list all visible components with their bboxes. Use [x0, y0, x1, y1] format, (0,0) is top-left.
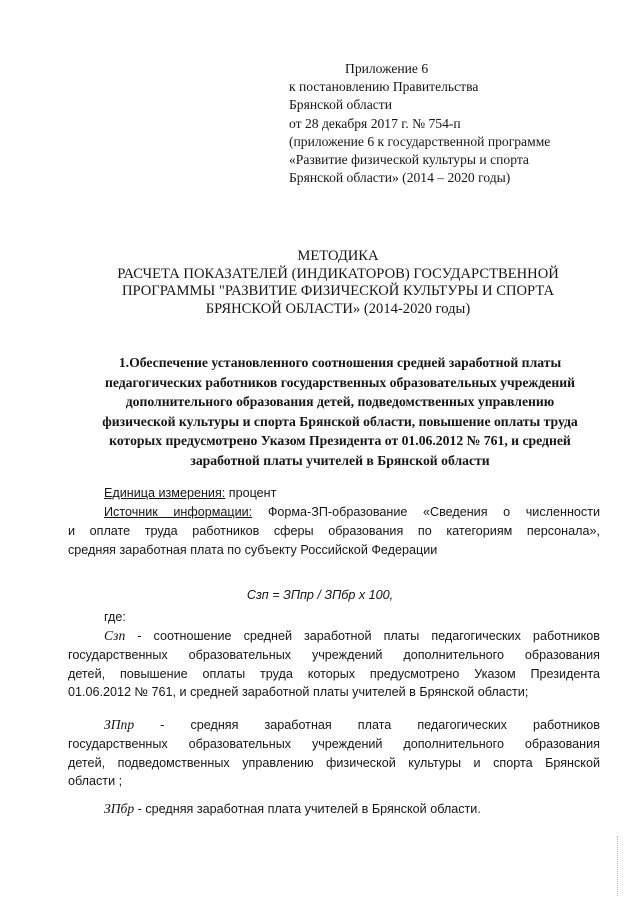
- definition-text: детей, повышение оплаты труда которых предусмотрено Указом Президента: [68, 666, 600, 681]
- section-line: педагогических работников государственных образовательных учреждений: [104, 374, 576, 390]
- term-zppr: ЗПпр: [104, 717, 135, 732]
- source-label: Источник информации:: [104, 505, 253, 519]
- definition-text: - средняя заработная плата педагогических работников: [160, 718, 600, 732]
- definition-text: - соотношение средней заработной платы педагогических работников: [125, 629, 600, 643]
- source-text: и оплате труда работников сферы образования по категориям персонала»,: [68, 523, 600, 538]
- section-line: 1.Обеспечение установленного соотношения средней заработной платы: [118, 355, 562, 370]
- unit-paragraph: [68, 484, 600, 503]
- definition-text: - средняя заработная плата учителей в Брянской области.: [134, 802, 481, 816]
- title-line: РАСЧЕТА ПОКАЗАТЕЛЕЙ (ИНДИКАТОРОВ) ГОСУДАРСТВЕННОЙ: [117, 265, 559, 282]
- definition-text: государственных образовательных учреждений дополнительного образования: [68, 736, 600, 751]
- source-text: средняя заработная плата по субъекту Российской Федерации: [68, 542, 438, 557]
- formula: Сзп = ЗПпр / ЗПбр х 100,: [246, 588, 394, 602]
- definition-text: детей, подведомственных управлению физической культуры и спорта Брянской: [68, 755, 600, 770]
- section-heading: [62, 353, 618, 471]
- section-line: дополнительного образования детей, подведомственных управлению: [125, 394, 555, 410]
- title-line: МЕТОДИКА: [297, 248, 379, 264]
- definition-text: 01.06.2012 № 761, и средней заработной платы учителей в Брянской области;: [68, 685, 529, 700]
- unit-value: процент: [228, 486, 277, 500]
- source-text: Форма-ЗП-образование «Сведения о численности: [267, 505, 601, 519]
- appendix-line: Брянской области: [289, 97, 392, 113]
- appendix-line: (приложение 6 к государственной программе: [289, 133, 551, 149]
- section-line: заработной платы учителей в Брянской области: [190, 452, 490, 468]
- document-title: [60, 248, 616, 318]
- appendix-line: «Развитие физической культуры и спорта: [289, 152, 529, 168]
- definition-zpbr: [68, 800, 600, 819]
- appendix-line: Приложение 6: [345, 61, 429, 76]
- definition-zppr: [68, 716, 600, 791]
- title-line: ПРОГРАММЫ "РАЗВИТИЕ ФИЗИЧЕСКОЙ КУЛЬТУРЫ И СПОРТА: [121, 283, 555, 300]
- where-label-wrap: [68, 608, 600, 627]
- where-label: где:: [104, 610, 126, 624]
- definition-text: области ;: [68, 774, 123, 789]
- definition-text: государственных образовательных учреждений дополнительного образования: [68, 647, 600, 662]
- unit-label: Единица измерения:: [104, 486, 226, 500]
- scan-margin-marks: [617, 836, 626, 896]
- title-line: БРЯНСКОЙ ОБЛАСТИ» (2014-2020 годы): [205, 300, 471, 317]
- section-line: которых предусмотрено Указом Президента от 01.06.2012 № 761, и средней: [109, 433, 571, 449]
- appendix-line: Брянской области» (2014 – 2020 годы): [289, 170, 511, 186]
- source-paragraph: [68, 503, 600, 559]
- term-szp: Сзп: [104, 628, 126, 643]
- appendix-line: от 28 декабря 2017 г. № 754-п: [289, 115, 461, 131]
- appendix-header: [289, 60, 619, 187]
- appendix-line: к постановлению Правительства: [289, 79, 479, 95]
- section-line: физической культуры и спорта Брянской области, повышение оплаты труда: [102, 413, 578, 429]
- definition-szp: [68, 627, 600, 702]
- term-zpbr: ЗПбр: [104, 801, 135, 816]
